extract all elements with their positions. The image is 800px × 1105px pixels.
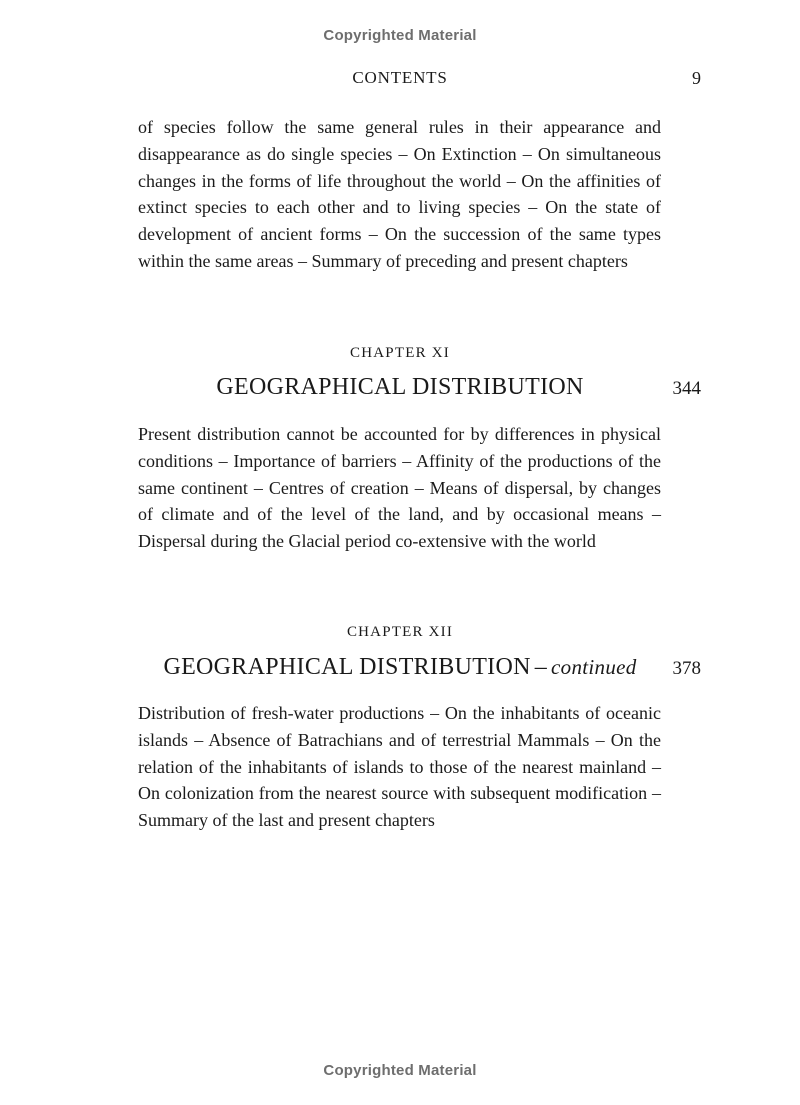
copyright-watermark-bottom: Copyrighted Material: [323, 1062, 477, 1079]
chapter-12-title-main: GEOGRAPHICAL DISTRIBUTION: [163, 654, 531, 680]
copyright-watermark-top: Copyrighted Material: [323, 27, 477, 44]
chapter-11-title: GEOGRAPHICAL DISTRIBUTION: [216, 374, 584, 400]
chapter-11-label: CHAPTER XI: [350, 345, 450, 361]
chapter-12-page-number: 378: [672, 658, 701, 679]
continued-chapter-summary: of species follow the same general rules in their appearance and disappearance as do single species – On Extinction – On simultaneous changes in the forms of life throughout the world – On the affinities of extinct species to each other and to living species – On the state of development of ancient forms – On the succession of the same types within the same areas – Summary of preceding and present chapters: [138, 117, 661, 271]
running-title: CONTENTS: [352, 68, 448, 87]
chapter-12-summary: Distribution of fresh-water productions – On the inhabitants of oceanic islands – Absence of Batrachians and of terrestrial Mammals – On the relation of the inhabitants of islands to those of the nearest mainland – On colonization from the nearest source with subsequent modification – Summary of the last and present chapters: [138, 703, 661, 831]
chapter-12-title-continued: continued: [551, 655, 637, 679]
chapter-11-summary: Present distribution cannot be accounted for by differences in physical conditions – Importance of barriers – Affinity of the productions of the same continent – Centres of creation – Means of dispersal, by changes of climate and of the level of the land, and by occasional means – Dispersal during the Glacial period co-extensive with the world: [138, 424, 661, 552]
chapter-11-page-number: 344: [672, 378, 701, 399]
page-number: 9: [692, 68, 701, 88]
chapter-12-label: CHAPTER XII: [346, 624, 454, 640]
chapter-12-title-row: [0, 654, 800, 684]
chapter-12-title-dash: –: [534, 654, 548, 680]
chapter-11-title-row: [0, 374, 800, 404]
